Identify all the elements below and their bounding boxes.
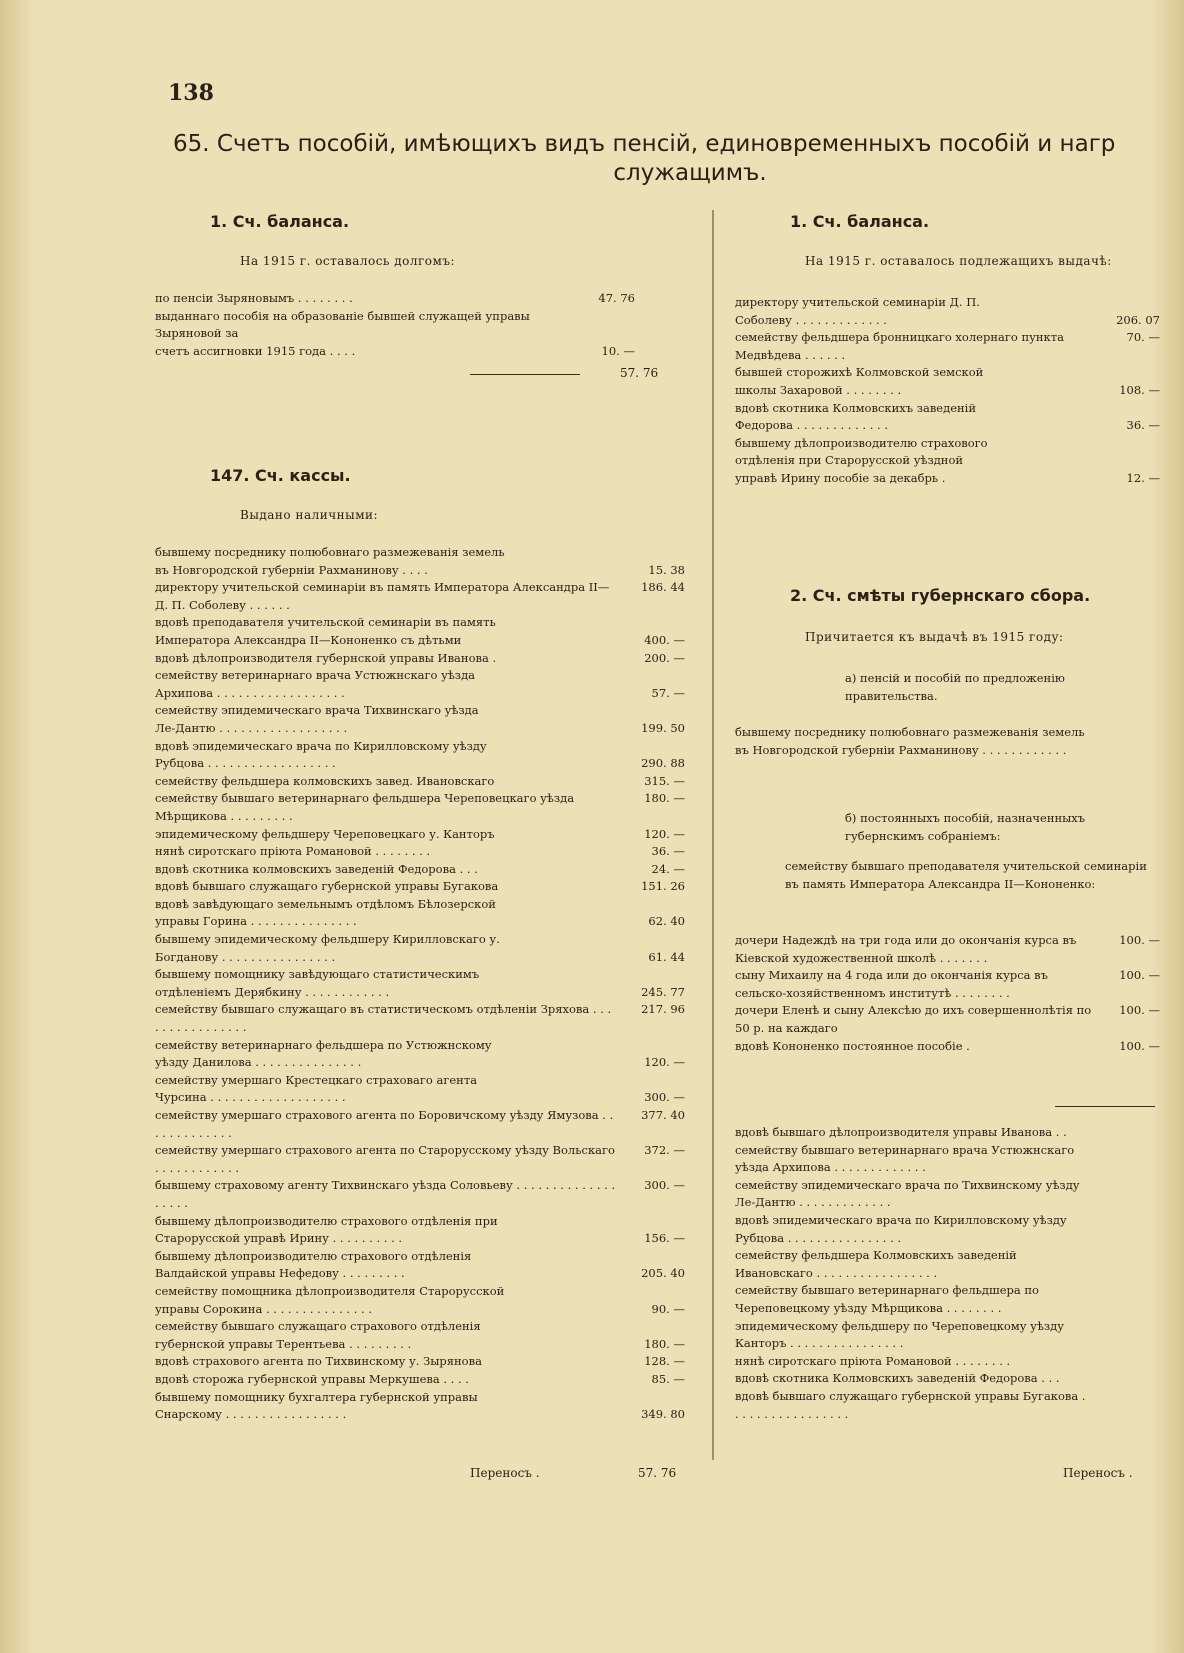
entry-text: бывшему дѣлопроизводителю страхового отдѣленія <box>155 1248 472 1263</box>
entry-amount: 108. — <box>1119 382 1160 397</box>
entry-text: Федорова . . . . . . . . . . . . . <box>735 418 889 433</box>
entry-amount <box>1098 364 1160 382</box>
entry-amount <box>623 1213 685 1231</box>
entry-amount: 57. — <box>651 685 685 700</box>
entry-row <box>155 1389 685 1407</box>
entry-row <box>155 966 685 984</box>
entry-amount <box>1098 1142 1160 1177</box>
entry-text: вдовѣ завѣдующаго земельнымъ отдѣломъ Бѣлозерской <box>155 896 496 911</box>
entry-row <box>735 364 1160 382</box>
right-carry-label: Переносъ . <box>1063 1466 1133 1480</box>
entry-amount <box>1098 294 1160 312</box>
entry-row <box>155 773 685 791</box>
entry-amount <box>623 1283 685 1301</box>
entry-text: Императора Александра II—Кононенко съ дѣтьми <box>155 632 462 647</box>
entry-amount: 62. 40 <box>648 914 685 929</box>
entry-row <box>155 1037 685 1055</box>
entry-row <box>735 435 1160 453</box>
entry-text: вдовѣ скотника колмовскихъ заведеній Федорова . . . <box>155 861 478 876</box>
entry-row <box>735 1247 1160 1282</box>
entry-row <box>155 308 635 343</box>
right-budget-heading: 2. Сч. смѣты губернскаго сбора. <box>790 586 1091 605</box>
entry-row <box>155 913 685 931</box>
left-cash-entries <box>155 544 685 1424</box>
entry-text: дочери Надеждѣ на три года или до окончанія курса въ Кіевской художественной школѣ . . . . . . . <box>735 933 1077 965</box>
right-budget-section-a-entries <box>735 724 1160 759</box>
entry-amount: 24. — <box>651 861 685 876</box>
entry-amount: 180. — <box>644 1336 685 1351</box>
entry-text: семейству бывшаго ветеринарнаго фельдшера Череповецкаго уѣзда Мѣрщикова . . . . . . . . . <box>155 791 575 823</box>
entry-amount <box>623 931 685 949</box>
entry-amount: 151. 26 <box>641 879 685 894</box>
entry-row <box>735 452 1160 470</box>
left-cash-heading: 147. Сч. кассы. <box>210 466 351 485</box>
entry-text: семейству помощника дѣлопроизводителя Старорусской <box>155 1283 505 1298</box>
entry-row <box>155 1001 685 1036</box>
entry-text: семейству бывшаго служащаго страхового отдѣленія <box>155 1319 481 1334</box>
entry-amount <box>1098 1370 1160 1388</box>
entry-text: семейству бывшаго ветеринарнаго фельдшера по Череповецкому уѣзду Мѣрщикова . . . . . . . . <box>735 1283 1039 1315</box>
entry-row <box>735 1177 1160 1212</box>
entry-amount: 217. 96 <box>641 1002 685 1017</box>
entry-row <box>155 1054 685 1072</box>
entry-text: Соболеву . . . . . . . . . . . . . <box>735 312 887 327</box>
entry-row <box>735 1282 1160 1317</box>
entry-row <box>735 932 1160 967</box>
subtotal-rule <box>470 374 580 375</box>
right-budget-section-b-label: б) постоянныхъ пособій, назначенныхъ губернскимъ собраніемъ: <box>845 811 1086 843</box>
entry-text: семейству умершаго страхового агента по Старорусскому уѣзду Вольскаго . . . . . . . . . . . . <box>155 1143 615 1175</box>
entry-text: сыну Михаилу на 4 года или до окончанія курса въ сельско-хозяйственномъ институтѣ . . . . . . . . <box>735 968 1048 1000</box>
entry-row <box>155 949 685 967</box>
entry-text: бывшему посреднику полюбовнаго размежеванія земель <box>155 545 505 559</box>
entry-row <box>735 724 1160 759</box>
entry-row <box>155 685 685 703</box>
page-edge-left <box>0 0 34 1653</box>
entry-amount: 36. — <box>651 844 685 859</box>
entry-text: управѣ Ирину пособіе за декабрь . <box>735 470 946 485</box>
entry-row <box>155 984 685 1002</box>
entry-text: бывшему дѣлопроизводителю страхового <box>735 435 988 450</box>
entry-row <box>155 861 685 879</box>
entry-row <box>735 1370 1160 1388</box>
entry-amount: 300. — <box>644 1090 685 1105</box>
entry-text: вдовѣ преподавателя учительской семинаріи въ память <box>155 615 496 630</box>
entry-text: Богданову . . . . . . . . . . . . . . . . <box>155 949 336 964</box>
entry-text: нянѣ сиротскаго пріюта Романовой . . . . . . . . <box>155 844 431 859</box>
right-balance-entries <box>735 294 1160 488</box>
entry-amount: 12. — <box>1126 470 1160 485</box>
entry-amount: 61. 44 <box>648 949 685 964</box>
entry-text: вдовѣ эпидемическаго врача по Кирилловскому уѣзду <box>155 738 487 753</box>
entry-amount <box>623 702 685 720</box>
entry-text: бывшему страховому агенту Тихвинскаго уѣзда Соловьеву . . . . . . . . . . . . . . . . . . . <box>155 1178 616 1210</box>
entry-amount <box>623 896 685 914</box>
entry-row <box>155 738 685 756</box>
entry-text: семейству умершаго Крестецкаго страховаго агента <box>155 1072 478 1087</box>
entry-text: вдовѣ дѣлопроизводителя губернской управы Иванова . <box>155 650 497 665</box>
entry-text: дочери Еленѣ и сыну Алексѣю до ихъ совершеннолѣтія по 50 р. на каждаго <box>735 1003 1092 1035</box>
entry-row <box>735 1142 1160 1177</box>
entry-amount <box>623 544 685 562</box>
entry-text: вдовѣ Кононенко постоянное пособіе . <box>735 1038 970 1053</box>
entry-text: Снарскому . . . . . . . . . . . . . . . . . <box>155 1407 347 1422</box>
entry-text: вдовѣ бывшаго дѣлопроизводителя управы Иванова . . <box>735 1125 1067 1139</box>
entry-text: Валдайской управы Нефедову . . . . . . . . . <box>155 1266 405 1281</box>
column-divider <box>712 210 714 1460</box>
entry-text: вдовѣ страхового агента по Тихвинскому у. Зырянова <box>155 1354 482 1369</box>
entry-row <box>735 470 1160 488</box>
entry-text: отдѣленіемъ Дерябкину . . . . . . . . . . . . <box>155 984 390 999</box>
entry-text: вдовѣ скотника Колмовскихъ заведеній <box>735 400 977 415</box>
entry-amount <box>623 1248 685 1266</box>
entry-row <box>155 1318 685 1336</box>
entry-row <box>155 755 685 773</box>
entry-amount: 372. — <box>644 1143 685 1158</box>
entry-row <box>735 382 1160 400</box>
entry-text: бывшему эпидемическому фельдшеру Кирилловскаго у. <box>155 932 500 947</box>
entry-amount: 90. — <box>651 1301 685 1316</box>
entry-amount: 120. — <box>644 1055 685 1070</box>
entry-text: бывшему помощнику завѣдующаго статистическимъ <box>155 967 480 982</box>
entry-amount: 245. 77 <box>641 984 685 999</box>
title-line-1: 65. Счетъ пособій, имѣющихъ видъ пенсій, единовременныхъ пособій и нагр <box>173 131 1116 157</box>
entry-text: эпидемическому фельдшеру по Череповецкому уѣзду Канторъ . . . . . . . . . . . . . . . . <box>735 1318 1064 1351</box>
entry-row <box>735 312 1160 330</box>
entry-text: Архипова . . . . . . . . . . . . . . . . . . <box>155 685 345 700</box>
entry-amount: 400. — <box>644 632 685 647</box>
entry-row <box>155 1336 685 1354</box>
entry-row <box>735 967 1160 1002</box>
entry-text: вдовѣ бывшаго служащаго губернской управы Бугакова . . . . . . . . . . . . . . . . . <box>735 1388 1086 1421</box>
entry-row <box>155 632 685 650</box>
entry-amount: 205. 40 <box>641 1266 685 1281</box>
left-carry-label: Переносъ . <box>470 1466 540 1480</box>
entry-amount: 85. — <box>651 1371 685 1386</box>
entry-amount <box>1098 1388 1160 1423</box>
entry-text: семейству ветеринарнаго врача Устюжнскаго уѣзда <box>155 668 476 683</box>
entry-row <box>155 720 685 738</box>
entry-text: Чурсина . . . . . . . . . . . . . . . . . . . <box>155 1090 346 1105</box>
right-budget-subheading: Причитается къ выдачѣ въ 1915 году: <box>805 630 1064 644</box>
title-line-2: служащимъ. <box>613 160 767 186</box>
left-balance-entries <box>155 290 635 360</box>
entry-amount <box>623 614 685 632</box>
entry-row <box>735 1353 1160 1371</box>
entry-amount <box>623 667 685 685</box>
entry-row <box>155 1301 685 1319</box>
entry-text: въ Новгородской губерніи Рахманинову . . . . <box>155 562 428 577</box>
entry-text: семейству ветеринарнаго фельдшера по Устюжнскому <box>155 1037 492 1052</box>
entry-amount: 15. 38 <box>648 562 685 577</box>
entry-amount <box>573 308 635 343</box>
entry-row <box>735 1318 1160 1353</box>
entry-amount <box>1098 435 1160 453</box>
entry-row <box>735 1124 1160 1142</box>
entry-text: семейству эпидемическаго врача Тихвинскаго уѣзда <box>155 703 479 718</box>
entry-row <box>735 400 1160 418</box>
entry-text: семейству фельдшера колмовскихъ завед. Ивановскаго <box>155 773 495 788</box>
right-budget-section-b-entries <box>735 932 1160 1055</box>
left-carry-amount: 57. 76 <box>638 1466 677 1480</box>
entry-row <box>155 1406 685 1424</box>
left-balance-heading: 1. Сч. баланса. <box>210 212 350 231</box>
entry-row <box>155 790 685 825</box>
entry-amount <box>623 1037 685 1055</box>
entry-text: семейству умершаго страхового агента по Боровичскому уѣзду Ямузова . . . . . . . . . . . . . <box>155 1108 614 1140</box>
entry-row <box>155 1142 685 1177</box>
entry-text: нянѣ сиротскаго пріюта Романовой . . . . . . . . <box>735 1353 1011 1368</box>
entry-text: выданнаго пособія на образованіе бывшей служащей управы Зыряновой за <box>155 308 530 341</box>
entry-amount: 156. — <box>644 1231 685 1246</box>
entry-amount <box>623 738 685 756</box>
entry-row <box>155 826 685 844</box>
entry-amount: 100. — <box>1119 1003 1160 1018</box>
right-budget-section-b-intro: семейству бывшаго преподавателя учительской семинаріи въ память Императора Александра II—Кононенко: <box>785 859 1147 891</box>
entry-row <box>735 294 1160 312</box>
entry-amount <box>1098 1282 1160 1317</box>
entry-text: управы Сорокина . . . . . . . . . . . . . . . <box>155 1301 372 1316</box>
entry-row <box>155 1353 685 1371</box>
entry-row <box>155 544 685 562</box>
entry-text: Старорусской управѣ Ирину . . . . . . . . . . <box>155 1231 403 1246</box>
entry-text: уѣзду Данилова . . . . . . . . . . . . . . . <box>155 1055 362 1070</box>
entry-text: семейству бывшаго ветеринарнаго врача Устюжнскаго уѣзда Архипова . . . . . . . . . . . . . <box>735 1142 1075 1175</box>
entry-text: Ле-Дантю . . . . . . . . . . . . . . . . . . <box>155 720 348 735</box>
right-budget-section-a-label: а) пенсій и пособій по предложенію правительства. <box>845 671 1065 703</box>
entry-amount <box>1098 1124 1160 1142</box>
entry-text: директору учительской семинаріи въ память Императора Александра II—Д. П. Соболеву . . . . . . <box>155 580 610 612</box>
left-balance-subheading: На 1915 г. оставалось долгомъ: <box>240 254 456 268</box>
entry-text: вдовѣ бывшаго служащаго губернской управы Бугакова <box>155 879 499 894</box>
entry-amount: 290. 88 <box>641 756 685 771</box>
entry-row <box>155 290 635 308</box>
entry-row <box>155 843 685 861</box>
entry-text: вдовѣ сторожа губернской управы Меркушева . . . . <box>155 1371 469 1386</box>
entry-amount: 206. 07 <box>1116 312 1160 327</box>
entry-amount <box>1098 1318 1160 1353</box>
entry-amount: 315. — <box>644 773 685 788</box>
entry-row <box>735 1212 1160 1247</box>
entry-text: отдѣленія при Старорусской уѣздной <box>735 453 964 468</box>
entry-row <box>735 1038 1160 1056</box>
page-number: 138 <box>168 80 214 106</box>
entry-amount: 47. 76 <box>598 291 635 305</box>
entry-text: губернской управы Терентьева . . . . . . . . . <box>155 1336 412 1351</box>
entry-amount: 100. — <box>1119 933 1160 947</box>
entry-amount <box>1098 452 1160 470</box>
entry-amount <box>1098 1353 1160 1371</box>
entry-amount: 186. 44 <box>641 580 685 595</box>
entry-text: по пенсіи Зыряновымъ . . . . . . . . <box>155 291 353 305</box>
entry-amount: 200. — <box>644 650 685 665</box>
entry-row <box>735 1388 1160 1423</box>
entry-amount: 349. 80 <box>641 1407 685 1422</box>
right-balance-heading: 1. Сч. баланса. <box>790 212 930 231</box>
entry-row <box>735 329 1160 364</box>
entry-amount: 70. — <box>1126 330 1160 345</box>
entry-row <box>735 1002 1160 1037</box>
entry-row <box>155 931 685 949</box>
entry-amount: 128. — <box>644 1354 685 1369</box>
entry-row <box>155 343 635 361</box>
entry-text: семейству фельдшера бронницкаго холернаго пункта Медвѣдева . . . . . . <box>735 330 1064 362</box>
entry-row <box>155 1230 685 1248</box>
entry-row <box>735 417 1160 435</box>
entry-row <box>155 1072 685 1090</box>
right-balance-subheading: На 1915 г. оставалось подлежащихъ выдачѣ: <box>805 254 1112 268</box>
entry-amount <box>1098 724 1160 759</box>
entry-row <box>155 702 685 720</box>
entry-text: семейству бывшаго служащаго въ статистическомъ отдѣленіи Зряхова . . . . . . . . . . . . . . . . <box>155 1002 612 1035</box>
entry-amount: 120. — <box>644 826 685 841</box>
right-budget-section-c-entries <box>735 1124 1160 1423</box>
entry-text: семейству фельдшера Колмовскихъ заведеній Ивановскаго . . . . . . . . . . . . . . . . . <box>735 1248 1017 1280</box>
entry-row <box>155 1265 685 1283</box>
entry-text: Рубцова . . . . . . . . . . . . . . . . . . <box>155 756 336 771</box>
entry-row <box>155 896 685 914</box>
entry-amount <box>623 966 685 984</box>
entry-amount: 377. 40 <box>641 1108 685 1122</box>
entry-amount: 100. — <box>1119 968 1160 983</box>
entry-row <box>155 1371 685 1389</box>
entry-row <box>155 1089 685 1107</box>
entry-row <box>155 878 685 896</box>
entry-text: управы Горина . . . . . . . . . . . . . . . <box>155 914 357 929</box>
entry-row <box>155 1177 685 1212</box>
entry-amount <box>1098 1247 1160 1282</box>
entry-amount: 10. — <box>601 343 635 358</box>
entry-text: бывшему дѣлопроизводителю страхового отдѣленія при <box>155 1213 498 1228</box>
entry-amount <box>623 1389 685 1407</box>
entry-amount <box>1098 1177 1160 1212</box>
entry-amount: 180. — <box>644 791 685 806</box>
entry-row <box>155 650 685 668</box>
left-cash-subheading: Выдано наличными: <box>240 508 379 522</box>
entry-amount: 36. — <box>1126 418 1160 433</box>
entry-text: счетъ ассигновки 1915 года . . . . <box>155 343 356 358</box>
entry-row <box>155 1248 685 1266</box>
entry-row <box>155 1283 685 1301</box>
entry-text: бывшей сторожихѣ Колмовской земской <box>735 365 984 380</box>
page-title <box>170 130 1184 188</box>
left-balance-total: 57. 76 <box>620 366 659 380</box>
entry-amount: 199. 50 <box>641 720 685 735</box>
entry-amount <box>623 1072 685 1090</box>
entry-text: бывшему посреднику полюбовнаго размежеванія земель въ Новгородской губерніи Рахманинову . . . . . . . . . . . . <box>735 725 1085 757</box>
entry-row <box>155 562 685 580</box>
subtotal-rule <box>1055 1106 1155 1107</box>
entry-amount <box>1098 400 1160 418</box>
entry-row <box>155 1213 685 1231</box>
entry-amount <box>1098 1212 1160 1247</box>
entry-row <box>155 667 685 685</box>
entry-amount: 300. — <box>644 1178 685 1193</box>
entry-text: школы Захаровой . . . . . . . . <box>735 382 902 397</box>
entry-row <box>155 1107 685 1142</box>
entry-row <box>155 579 685 614</box>
entry-amount <box>623 1318 685 1336</box>
entry-text: вдовѣ эпидемическаго врача по Кирилловскому уѣзду Рубцова . . . . . . . . . . . . . . . . <box>735 1212 1067 1245</box>
entry-text: бывшему помощнику бухгалтера губернской управы <box>155 1389 478 1404</box>
entry-text: семейству эпидемическаго врача по Тихвинскому уѣзду Ле-Дантю . . . . . . . . . . . . . <box>735 1177 1080 1210</box>
entry-text: эпидемическому фельдшеру Череповецкаго у. Канторъ <box>155 826 495 841</box>
entry-text: директору учительской семинаріи Д. П. <box>735 295 980 309</box>
entry-text: вдовѣ скотника Колмовскихъ заведеній Федорова . . . <box>735 1371 1060 1386</box>
entry-amount: 100. — <box>1119 1038 1160 1053</box>
entry-row <box>155 614 685 632</box>
